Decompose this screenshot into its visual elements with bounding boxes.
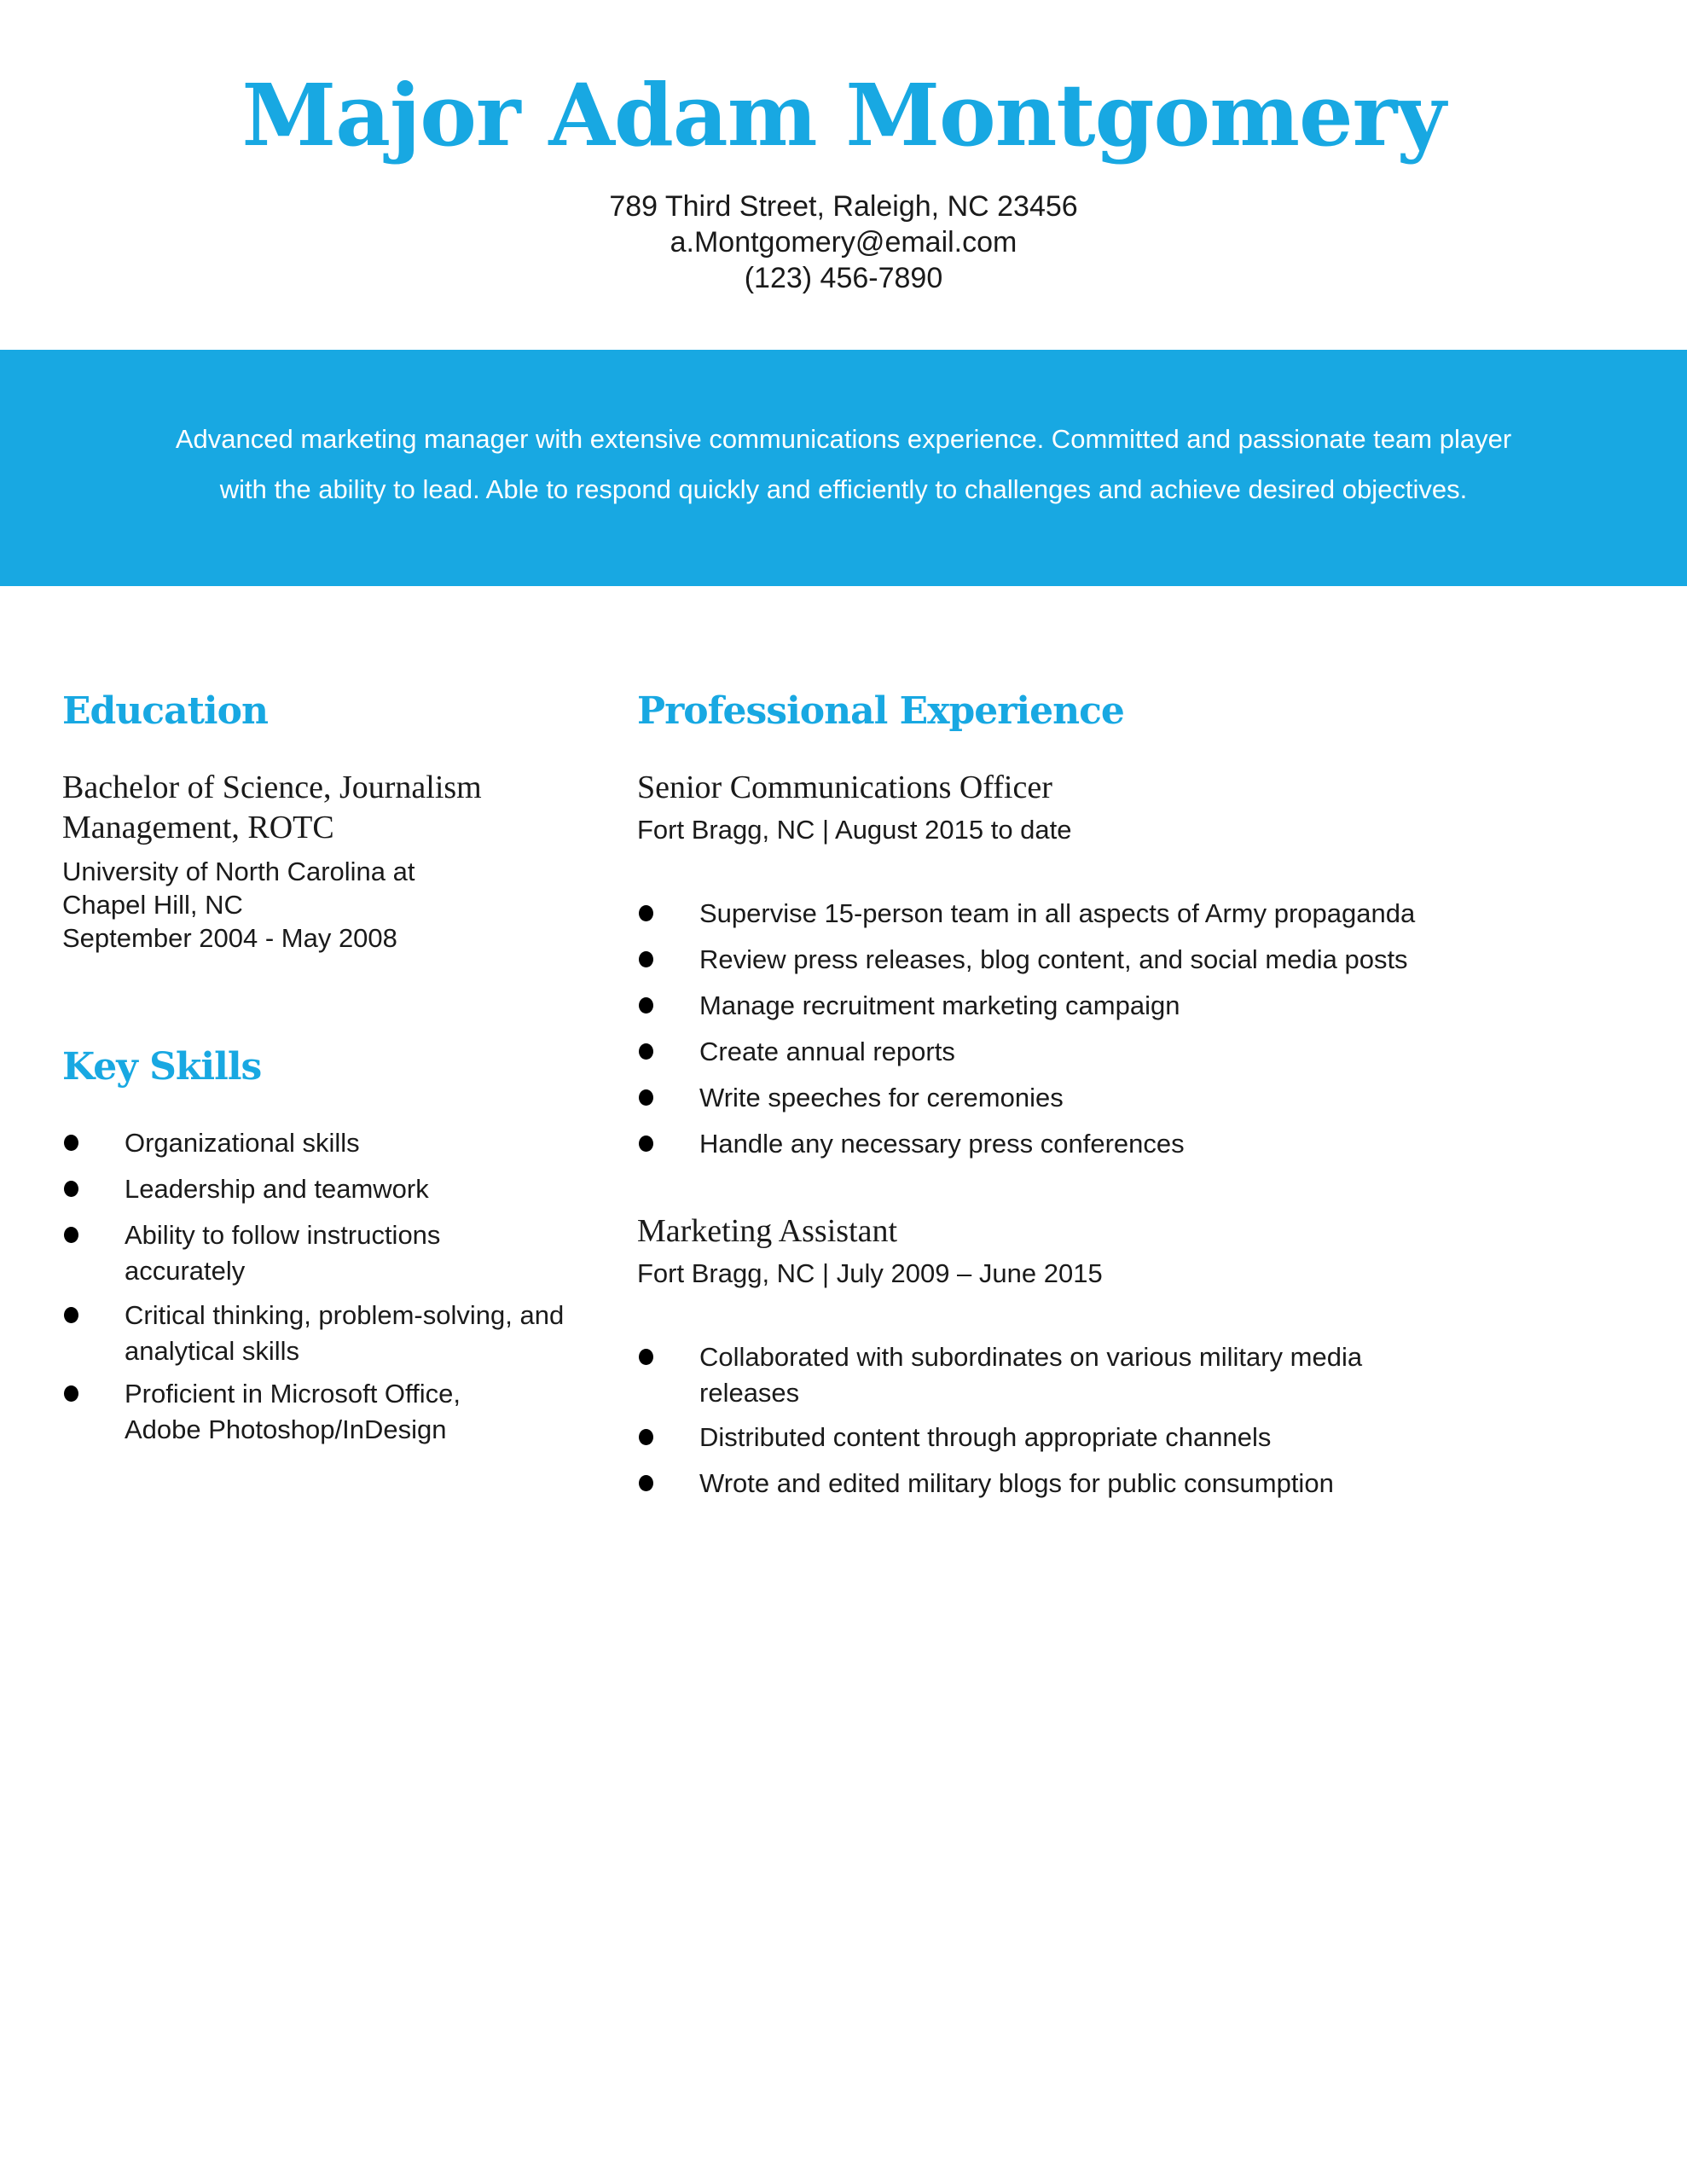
summary-text: Advanced marketing manager with extensive communications experience. Committed and passionate team player with the ability to lead. Able to respond quickly and efficiently to challenges and achieve desired objectives.: [175, 424, 1512, 504]
list-item: [62, 1125, 574, 1161]
skills-list: [62, 1125, 574, 1448]
bullet-text: Write speeches for ceremonies: [699, 1083, 1064, 1112]
bullet-icon: [639, 1475, 653, 1491]
bullet-icon: [64, 1181, 78, 1197]
bullet-icon: [64, 1385, 78, 1402]
bullet-icon: [64, 1135, 78, 1151]
education-dates: September 2004 - May 2008: [62, 923, 397, 953]
right-column: [637, 688, 1575, 1502]
bullet-text: Manage recruitment marketing campaign: [699, 990, 1180, 1020]
phone: (123) 456-7890: [744, 262, 943, 294]
list-item: [637, 896, 1575, 932]
skill-text: Critical thinking, problem-solving, and analytical skills: [125, 1300, 565, 1366]
list-item: [62, 1376, 517, 1448]
job-title: Marketing Assistant: [637, 1213, 898, 1249]
job-bullets: [637, 896, 1575, 1162]
list-item: [637, 1339, 1405, 1411]
skill-text: Leadership and teamwork: [125, 1174, 429, 1204]
bullet-icon: [639, 1043, 653, 1060]
bullet-text: Collaborated with subordinates on various military media releases: [699, 1342, 1363, 1408]
list-item: [637, 1466, 1405, 1502]
job-bullets: [637, 1339, 1405, 1502]
bullet-icon: [639, 905, 653, 921]
list-item: [637, 1034, 1575, 1070]
list-item: [637, 942, 1575, 978]
bullet-icon: [639, 1136, 653, 1152]
bullet-text: Handle any necessary press conferences: [699, 1129, 1185, 1159]
bullet-icon: [639, 951, 653, 967]
list-item: [62, 1298, 574, 1369]
bullet-text: Supervise 15-person team in all aspects of Army propaganda: [699, 898, 1416, 928]
bullet-text: Review press releases, blog content, and social media posts: [699, 944, 1408, 974]
bullet-text: Distributed content through appropriate channels: [699, 1422, 1272, 1452]
list-item: [62, 1217, 483, 1289]
address: 789 Third Street, Raleigh, NC 23456: [609, 190, 1078, 223]
skill-text: Proficient in Microsoft Office, Adobe Photoshop/InDesign: [125, 1379, 461, 1444]
list-item: [637, 1420, 1405, 1455]
skill-text: Ability to follow instructions accurately: [125, 1220, 441, 1286]
job-title: Senior Communications Officer: [637, 770, 1052, 805]
job-meta: Fort Bragg, NC | August 2015 to date: [637, 815, 1072, 845]
bullet-icon: [639, 1429, 653, 1445]
list-item: [637, 1126, 1575, 1162]
list-item: [637, 988, 1575, 1024]
list-item: [637, 1080, 1575, 1116]
bullet-icon: [639, 1089, 653, 1106]
candidate-name: Major Adam Montgomery: [241, 65, 1446, 166]
education-school: University of North Carolina at Chapel Hill, NC: [62, 857, 415, 920]
left-column: [62, 688, 574, 1448]
education-heading: Education: [62, 689, 268, 733]
bullet-icon: [639, 997, 653, 1014]
bullet-text: Wrote and edited military blogs for public consumption: [699, 1468, 1334, 1498]
skill-text: Organizational skills: [125, 1128, 360, 1158]
education-degree: Bachelor of Science, Journalism Management, ROTC: [62, 770, 482, 845]
skills-heading: Key Skills: [62, 1045, 262, 1089]
bullet-icon: [64, 1307, 78, 1323]
bullet-text: Create annual reports: [699, 1037, 955, 1066]
bullet-icon: [639, 1349, 653, 1365]
email: a.Montgomery@email.com: [670, 226, 1017, 258]
job-meta: Fort Bragg, NC | July 2009 – June 2015: [637, 1258, 1103, 1288]
experience-heading: Professional Experience: [637, 689, 1124, 733]
list-item: [62, 1171, 574, 1207]
bullet-icon: [64, 1227, 78, 1243]
